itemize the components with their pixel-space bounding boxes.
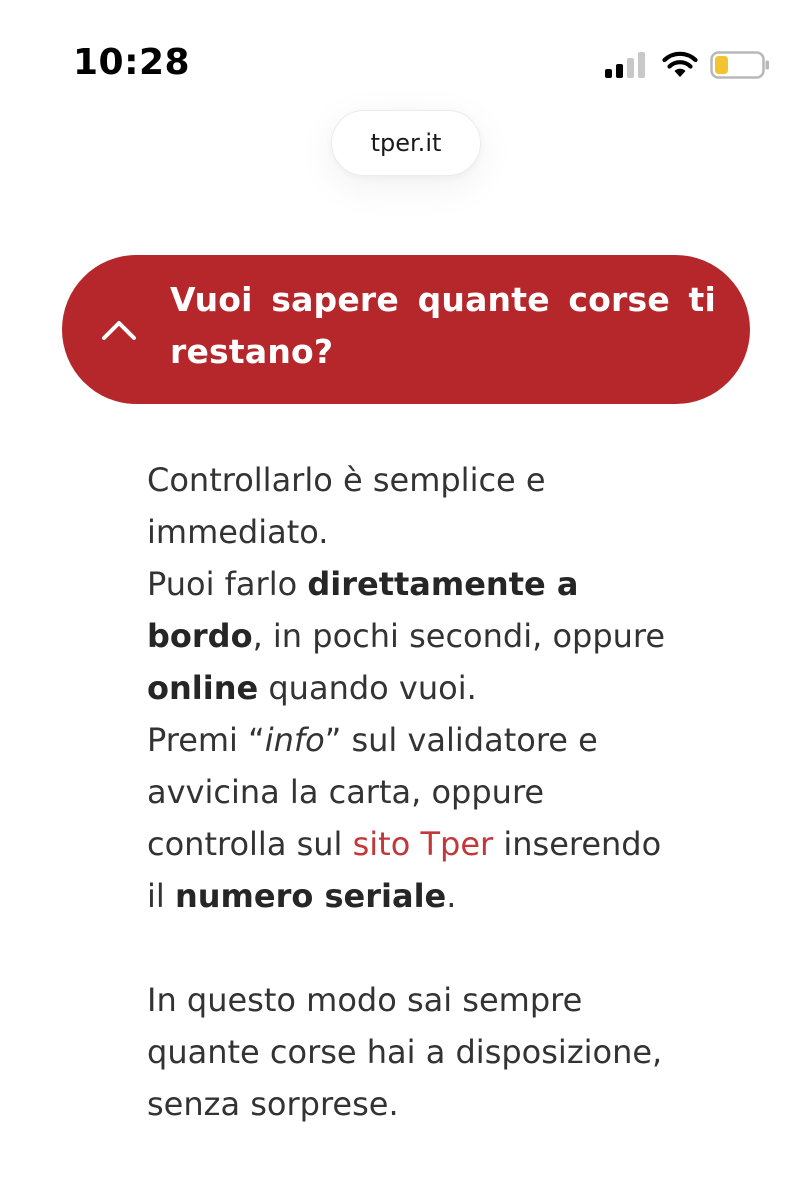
sito-tper-link[interactable]: sito Tper: [352, 825, 494, 863]
address-bar[interactable]: [331, 110, 481, 176]
wifi-icon: [662, 50, 698, 78]
status-bar: [0, 0, 811, 110]
accordion-content: [147, 454, 667, 1130]
bold-serial-number: numero seriale: [174, 877, 447, 915]
accordion-title[interactable]: Vuoi sapere quante corse ti restano?: [170, 280, 716, 371]
paragraph-where: Puoi farlo direttamente a bordo, in pochi secondi, oppure online quando vuoi.: [147, 565, 666, 707]
bold-onboard: direttamente a bordo: [147, 565, 579, 655]
paragraph-intro: Controllarlo è semplice e immediato.: [147, 461, 546, 551]
chevron-up-icon[interactable]: [99, 316, 139, 342]
battery-low-icon: [710, 51, 770, 79]
status-time: 10:28: [73, 42, 191, 83]
paragraph-spacer: [147, 922, 667, 974]
paragraph-how: Premi “info” sul validatore e avvicina la carta, oppure controlla sul sito Tper inserendo il numero seriale.: [147, 721, 662, 915]
cellular-signal-icon: [605, 52, 647, 78]
url-text: tper.it: [370, 129, 442, 157]
paragraph-summary: In questo modo sai sempre quante corse hai a disposizione, senza sorprese.: [147, 981, 663, 1123]
bold-online: online: [147, 669, 259, 707]
italic-info: info: [264, 721, 325, 759]
